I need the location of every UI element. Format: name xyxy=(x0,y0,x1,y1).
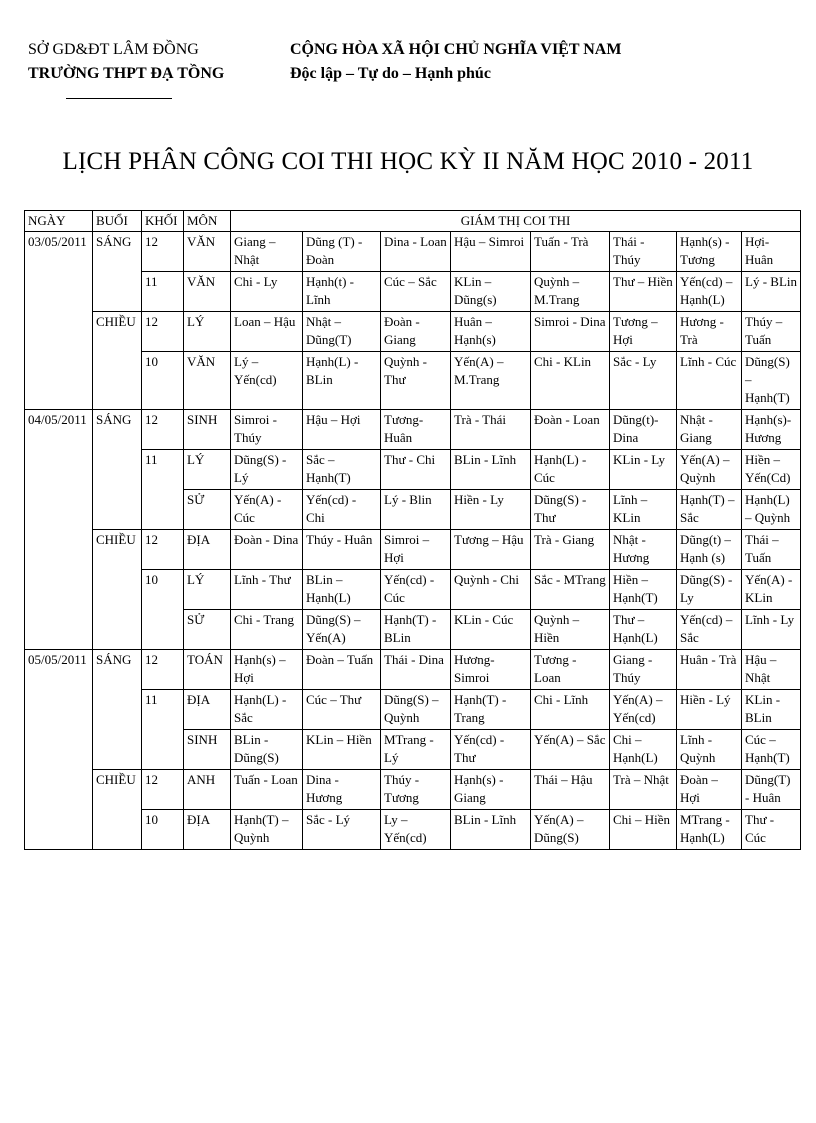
subject-cell: ANH xyxy=(184,770,231,810)
invigilator-pair-cell: Yến(A) – Dũng(S) xyxy=(531,810,610,850)
invigilator-pair-cell: Dũng(S) – Quỳnh xyxy=(381,690,451,730)
invigilator-pair-cell: Dina - Loan xyxy=(381,232,451,272)
subject-cell: VĂN xyxy=(184,232,231,272)
subject-cell: SINH xyxy=(184,410,231,450)
grade-cell: 11 xyxy=(142,690,184,770)
session-cell: SÁNG xyxy=(93,650,142,770)
invigilator-pair-cell: Hạnh(t) - Lĩnh xyxy=(303,272,381,312)
invigilator-pair-cell: Đoàn - Dina xyxy=(231,530,303,570)
invigilator-pair-cell: Thái – Hậu xyxy=(531,770,610,810)
national-header xyxy=(290,38,621,86)
invigilator-pair-cell: Lĩnh - Thư xyxy=(231,570,303,610)
grade-cell: 12 xyxy=(142,650,184,690)
invigilator-pair-cell: Quỳnh - Chi xyxy=(451,570,531,610)
invigilator-pair-cell: Dũng(S) – Hạnh(T) xyxy=(742,352,801,410)
header-row xyxy=(25,211,801,232)
invigilator-pair-cell: Yến(A) – M.Trang xyxy=(451,352,531,410)
invigilator-pair-cell: Tương - Loan xyxy=(531,650,610,690)
invigilator-pair-cell: Giang – Nhật xyxy=(231,232,303,272)
invigilator-pair-cell: Lý - Blin xyxy=(381,490,451,530)
col-header-session: BUỔI xyxy=(93,211,142,232)
invigilator-pair-cell: Yến(A) - Cúc xyxy=(231,490,303,530)
invigilator-pair-cell: Thái – Tuấn xyxy=(742,530,801,570)
subject-cell: TOÁN xyxy=(184,650,231,690)
invigilator-pair-cell: BLin - Lĩnh xyxy=(451,810,531,850)
invigilator-pair-cell: Hạnh(L) – Quỳnh xyxy=(742,490,801,530)
table-row xyxy=(25,450,801,490)
invigilator-pair-cell: Lĩnh - Ly xyxy=(742,610,801,650)
invigilator-pair-cell: Simroi - Dina xyxy=(531,312,610,352)
invigilator-pair-cell: Sắc - Ly xyxy=(610,352,677,410)
invigilator-pair-cell: Dũng(t) – Hạnh (s) xyxy=(677,530,742,570)
table-row xyxy=(25,810,801,850)
grade-cell: 10 xyxy=(142,570,184,650)
table-row xyxy=(25,312,801,352)
table-row xyxy=(25,570,801,610)
invigilator-pair-cell: Đoàn - Giang xyxy=(381,312,451,352)
invigilator-pair-cell: Hiền – Hạnh(T) xyxy=(610,570,677,610)
session-cell: SÁNG xyxy=(93,410,142,530)
invigilator-pair-cell: Lý - BLin xyxy=(742,272,801,312)
invigilator-pair-cell: Hiền - Lý xyxy=(677,690,742,730)
invigilator-pair-cell: Cúc – Sắc xyxy=(381,272,451,312)
invigilator-pair-cell: Đoàn – Tuấn xyxy=(303,650,381,690)
invigilator-pair-cell: Hậu – Nhật xyxy=(742,650,801,690)
invigilator-pair-cell: Hạnh(T) - Trang xyxy=(451,690,531,730)
subject-cell: VĂN xyxy=(184,272,231,312)
invigilator-pair-cell: Nhật - Giang xyxy=(677,410,742,450)
invigilator-pair-cell: Hạnh(T) – Quỳnh xyxy=(231,810,303,850)
invigilator-pair-cell: Yến(A) – Quỳnh xyxy=(677,450,742,490)
invigilator-pair-cell: Trà - Giang xyxy=(531,530,610,570)
school-header xyxy=(28,38,224,86)
invigilator-pair-cell: Tương – Hậu xyxy=(451,530,531,570)
invigilator-pair-cell: Dũng(S) – Yến(A) xyxy=(303,610,381,650)
invigilator-pair-cell: Chi – Hạnh(L) xyxy=(610,730,677,770)
subject-cell: SỬ xyxy=(184,610,231,650)
invigilator-pair-cell: Dũng(T) - Huân xyxy=(742,770,801,810)
national-motto: Độc lập – Tự do – Hạnh phúc xyxy=(290,65,491,82)
invigilator-pair-cell: Lĩnh – KLin xyxy=(610,490,677,530)
subject-cell: ĐỊA xyxy=(184,810,231,850)
col-header-grade: KHỐI xyxy=(142,211,184,232)
invigilator-pair-cell: Chi - KLin xyxy=(531,352,610,410)
invigilator-pair-cell: Simroi – Hợi xyxy=(381,530,451,570)
invigilator-pair-cell: Tương- Huân xyxy=(381,410,451,450)
invigilator-pair-cell: Giang - Thúy xyxy=(610,650,677,690)
invigilator-pair-cell: Thư - Cúc xyxy=(742,810,801,850)
invigilator-pair-cell: Chi - Trang xyxy=(231,610,303,650)
grade-cell: 12 xyxy=(142,312,184,352)
invigilator-pair-cell: Thư - Chi xyxy=(381,450,451,490)
invigilator-pair-cell: Hiền – Yến(Cd) xyxy=(742,450,801,490)
invigilator-pair-cell: Tuấn - Trà xyxy=(531,232,610,272)
col-header-subject: MÔN xyxy=(184,211,231,232)
session-cell: CHIỀU xyxy=(93,312,142,410)
invigilator-pair-cell: Dina - Hương xyxy=(303,770,381,810)
invigilator-pair-cell: BLin – Hạnh(L) xyxy=(303,570,381,610)
invigilator-pair-cell: KLin - Cúc xyxy=(451,610,531,650)
department-name: SỞ GD&ĐT LÂM ĐỒNG xyxy=(28,41,199,58)
subject-cell: SINH xyxy=(184,730,231,770)
invigilator-pair-cell: KLin - BLin xyxy=(742,690,801,730)
invigilator-pair-cell: Sắc - Lý xyxy=(303,810,381,850)
invigilator-pair-cell: Hạnh(L) - BLin xyxy=(303,352,381,410)
invigilator-pair-cell: Lĩnh - Cúc xyxy=(677,352,742,410)
invigilator-pair-cell: Cúc – Thư xyxy=(303,690,381,730)
subject-cell: SỬ xyxy=(184,490,231,530)
table-row xyxy=(25,770,801,810)
grade-cell: 11 xyxy=(142,450,184,530)
invigilator-pair-cell: Hậu – Hợi xyxy=(303,410,381,450)
invigilator-pair-cell: Chi - Ly xyxy=(231,272,303,312)
invigilator-pair-cell: Dũng(t)- Dina xyxy=(610,410,677,450)
document-title: LỊCH PHÂN CÔNG COI THI HỌC KỲ II NĂM HỌC 2010 - 2011 xyxy=(62,148,754,175)
invigilator-pair-cell: Tuấn - Loan xyxy=(231,770,303,810)
grade-cell: 12 xyxy=(142,410,184,450)
invigilator-pair-cell: Hạnh(T) – Sắc xyxy=(677,490,742,530)
col-header-date: NGÀY xyxy=(25,211,93,232)
subject-cell: LÝ xyxy=(184,570,231,610)
table-row xyxy=(25,690,801,730)
school-underline xyxy=(66,98,172,99)
invigilator-pair-cell: Yến(cd) - Thư xyxy=(451,730,531,770)
invigilator-pair-cell: MTrang - Lý xyxy=(381,730,451,770)
subject-cell: ĐỊA xyxy=(184,690,231,730)
date-cell: 04/05/2011 xyxy=(25,410,93,650)
invigilator-pair-cell: Đoàn - Loan xyxy=(531,410,610,450)
invigilator-pair-cell: Nhật - Hương xyxy=(610,530,677,570)
invigilator-pair-cell: Hậu – Simroi xyxy=(451,232,531,272)
invigilator-pair-cell: Hạnh(s) - Tương xyxy=(677,232,742,272)
grade-cell: 11 xyxy=(142,272,184,312)
invigilator-pair-cell: Huân – Hạnh(s) xyxy=(451,312,531,352)
subject-cell: VĂN xyxy=(184,352,231,410)
grade-cell: 12 xyxy=(142,770,184,810)
grade-cell: 12 xyxy=(142,530,184,570)
invigilator-pair-cell: Hạnh(L) - Sắc xyxy=(231,690,303,730)
invigilator-pair-cell: Cúc – Hạnh(T) xyxy=(742,730,801,770)
session-cell: CHIỀU xyxy=(93,530,142,650)
subject-cell: LÝ xyxy=(184,312,231,352)
grade-cell: 12 xyxy=(142,232,184,272)
invigilator-pair-cell: Dũng(S) - Ly xyxy=(677,570,742,610)
invigilator-pair-cell: Hương - Trà xyxy=(677,312,742,352)
invigilator-pair-cell: Thư – Hiền xyxy=(610,272,677,312)
invigilator-pair-cell: Hạnh(s)- Hương xyxy=(742,410,801,450)
school-name: TRƯỜNG THPT ĐẠ TỒNG xyxy=(28,65,225,82)
invigilator-pair-cell: Yến(A) - KLin xyxy=(742,570,801,610)
invigilator-pair-cell: Thúy - Tương xyxy=(381,770,451,810)
invigilator-pair-cell: Yến(cd) – Sắc xyxy=(677,610,742,650)
invigilator-pair-cell: Hợi- Huân xyxy=(742,232,801,272)
invigilator-pair-cell: KLin – Hiền xyxy=(303,730,381,770)
invigilator-pair-cell: BLin - Dũng(S) xyxy=(231,730,303,770)
invigilator-pair-cell: Nhật – Dũng(T) xyxy=(303,312,381,352)
invigilator-pair-cell: Chi - Lĩnh xyxy=(531,690,610,730)
table-row xyxy=(25,530,801,570)
invigilator-pair-cell: Hạnh(L) - Cúc xyxy=(531,450,610,490)
invigilator-pair-cell: Hiền - Ly xyxy=(451,490,531,530)
grade-cell: 10 xyxy=(142,352,184,410)
invigilator-pair-cell: Trà - Thái xyxy=(451,410,531,450)
table-row xyxy=(25,272,801,312)
invigilator-pair-cell: Yến(cd) - Cúc xyxy=(381,570,451,610)
invigilator-pair-cell: Yến(A) – Yến(cd) xyxy=(610,690,677,730)
invigilator-pair-cell: Tương – Hợi xyxy=(610,312,677,352)
schedule-body xyxy=(25,232,801,850)
invigilator-pair-cell: Trà – Nhật xyxy=(610,770,677,810)
date-cell: 03/05/2011 xyxy=(25,232,93,410)
col-header-invigilators: GIÁM THỊ COI THI xyxy=(231,211,801,232)
table-row xyxy=(25,232,801,272)
table-row xyxy=(25,410,801,450)
invigilator-pair-cell: Lĩnh - Quỳnh xyxy=(677,730,742,770)
table-row xyxy=(25,650,801,690)
invigilator-pair-cell: Lý – Yến(cd) xyxy=(231,352,303,410)
invigilator-pair-cell: Ly – Yến(cd) xyxy=(381,810,451,850)
invigilator-pair-cell: Sắc – Hạnh(T) xyxy=(303,450,381,490)
national-title: CỘNG HÒA XÃ HỘI CHỦ NGHĨA VIỆT NAM xyxy=(290,41,622,58)
invigilator-pair-cell: Dũng (T) - Đoàn xyxy=(303,232,381,272)
invigilator-pair-cell: Quỳnh – M.Trang xyxy=(531,272,610,312)
invigilator-pair-cell: Thái - Dina xyxy=(381,650,451,690)
session-cell: SÁNG xyxy=(93,232,142,312)
invigilator-pair-cell: Huân - Trà xyxy=(677,650,742,690)
invigilator-pair-cell: MTrang - Hạnh(L) xyxy=(677,810,742,850)
invigilator-pair-cell: Hương- Simroi xyxy=(451,650,531,690)
subject-cell: LÝ xyxy=(184,450,231,490)
invigilator-pair-cell: KLin - Ly xyxy=(610,450,677,490)
session-cell: CHIỀU xyxy=(93,770,142,850)
invigilator-pair-cell: Quỳnh - Thư xyxy=(381,352,451,410)
exam-schedule-table xyxy=(24,210,801,850)
invigilator-pair-cell: Thái - Thúy xyxy=(610,232,677,272)
invigilator-pair-cell: Thúy - Huân xyxy=(303,530,381,570)
table-row xyxy=(25,352,801,410)
invigilator-pair-cell: Quỳnh – Hiền xyxy=(531,610,610,650)
invigilator-pair-cell: Đoàn – Hợi xyxy=(677,770,742,810)
invigilator-pair-cell: Chi – Hiền xyxy=(610,810,677,850)
invigilator-pair-cell: KLin – Dũng(s) xyxy=(451,272,531,312)
invigilator-pair-cell: Dũng(S) - Lý xyxy=(231,450,303,490)
invigilator-pair-cell: Loan – Hậu xyxy=(231,312,303,352)
invigilator-pair-cell: Simroi - Thúy xyxy=(231,410,303,450)
invigilator-pair-cell: Yến(A) – Sắc xyxy=(531,730,610,770)
invigilator-pair-cell: Thúy – Tuấn xyxy=(742,312,801,352)
invigilator-pair-cell: Dũng(S) - Thư xyxy=(531,490,610,530)
invigilator-pair-cell: BLin - Lĩnh xyxy=(451,450,531,490)
invigilator-pair-cell: Yến(cd) - Chi xyxy=(303,490,381,530)
subject-cell: ĐỊA xyxy=(184,530,231,570)
invigilator-pair-cell: Sắc - MTrang xyxy=(531,570,610,610)
invigilator-pair-cell: Hạnh(T) - BLin xyxy=(381,610,451,650)
invigilator-pair-cell: Hạnh(s) - Giang xyxy=(451,770,531,810)
invigilator-pair-cell: Hạnh(s) – Hợi xyxy=(231,650,303,690)
invigilator-pair-cell: Thư – Hạnh(L) xyxy=(610,610,677,650)
date-cell: 05/05/2011 xyxy=(25,650,93,850)
invigilator-pair-cell: Yến(cd) – Hạnh(L) xyxy=(677,272,742,312)
grade-cell: 10 xyxy=(142,810,184,850)
